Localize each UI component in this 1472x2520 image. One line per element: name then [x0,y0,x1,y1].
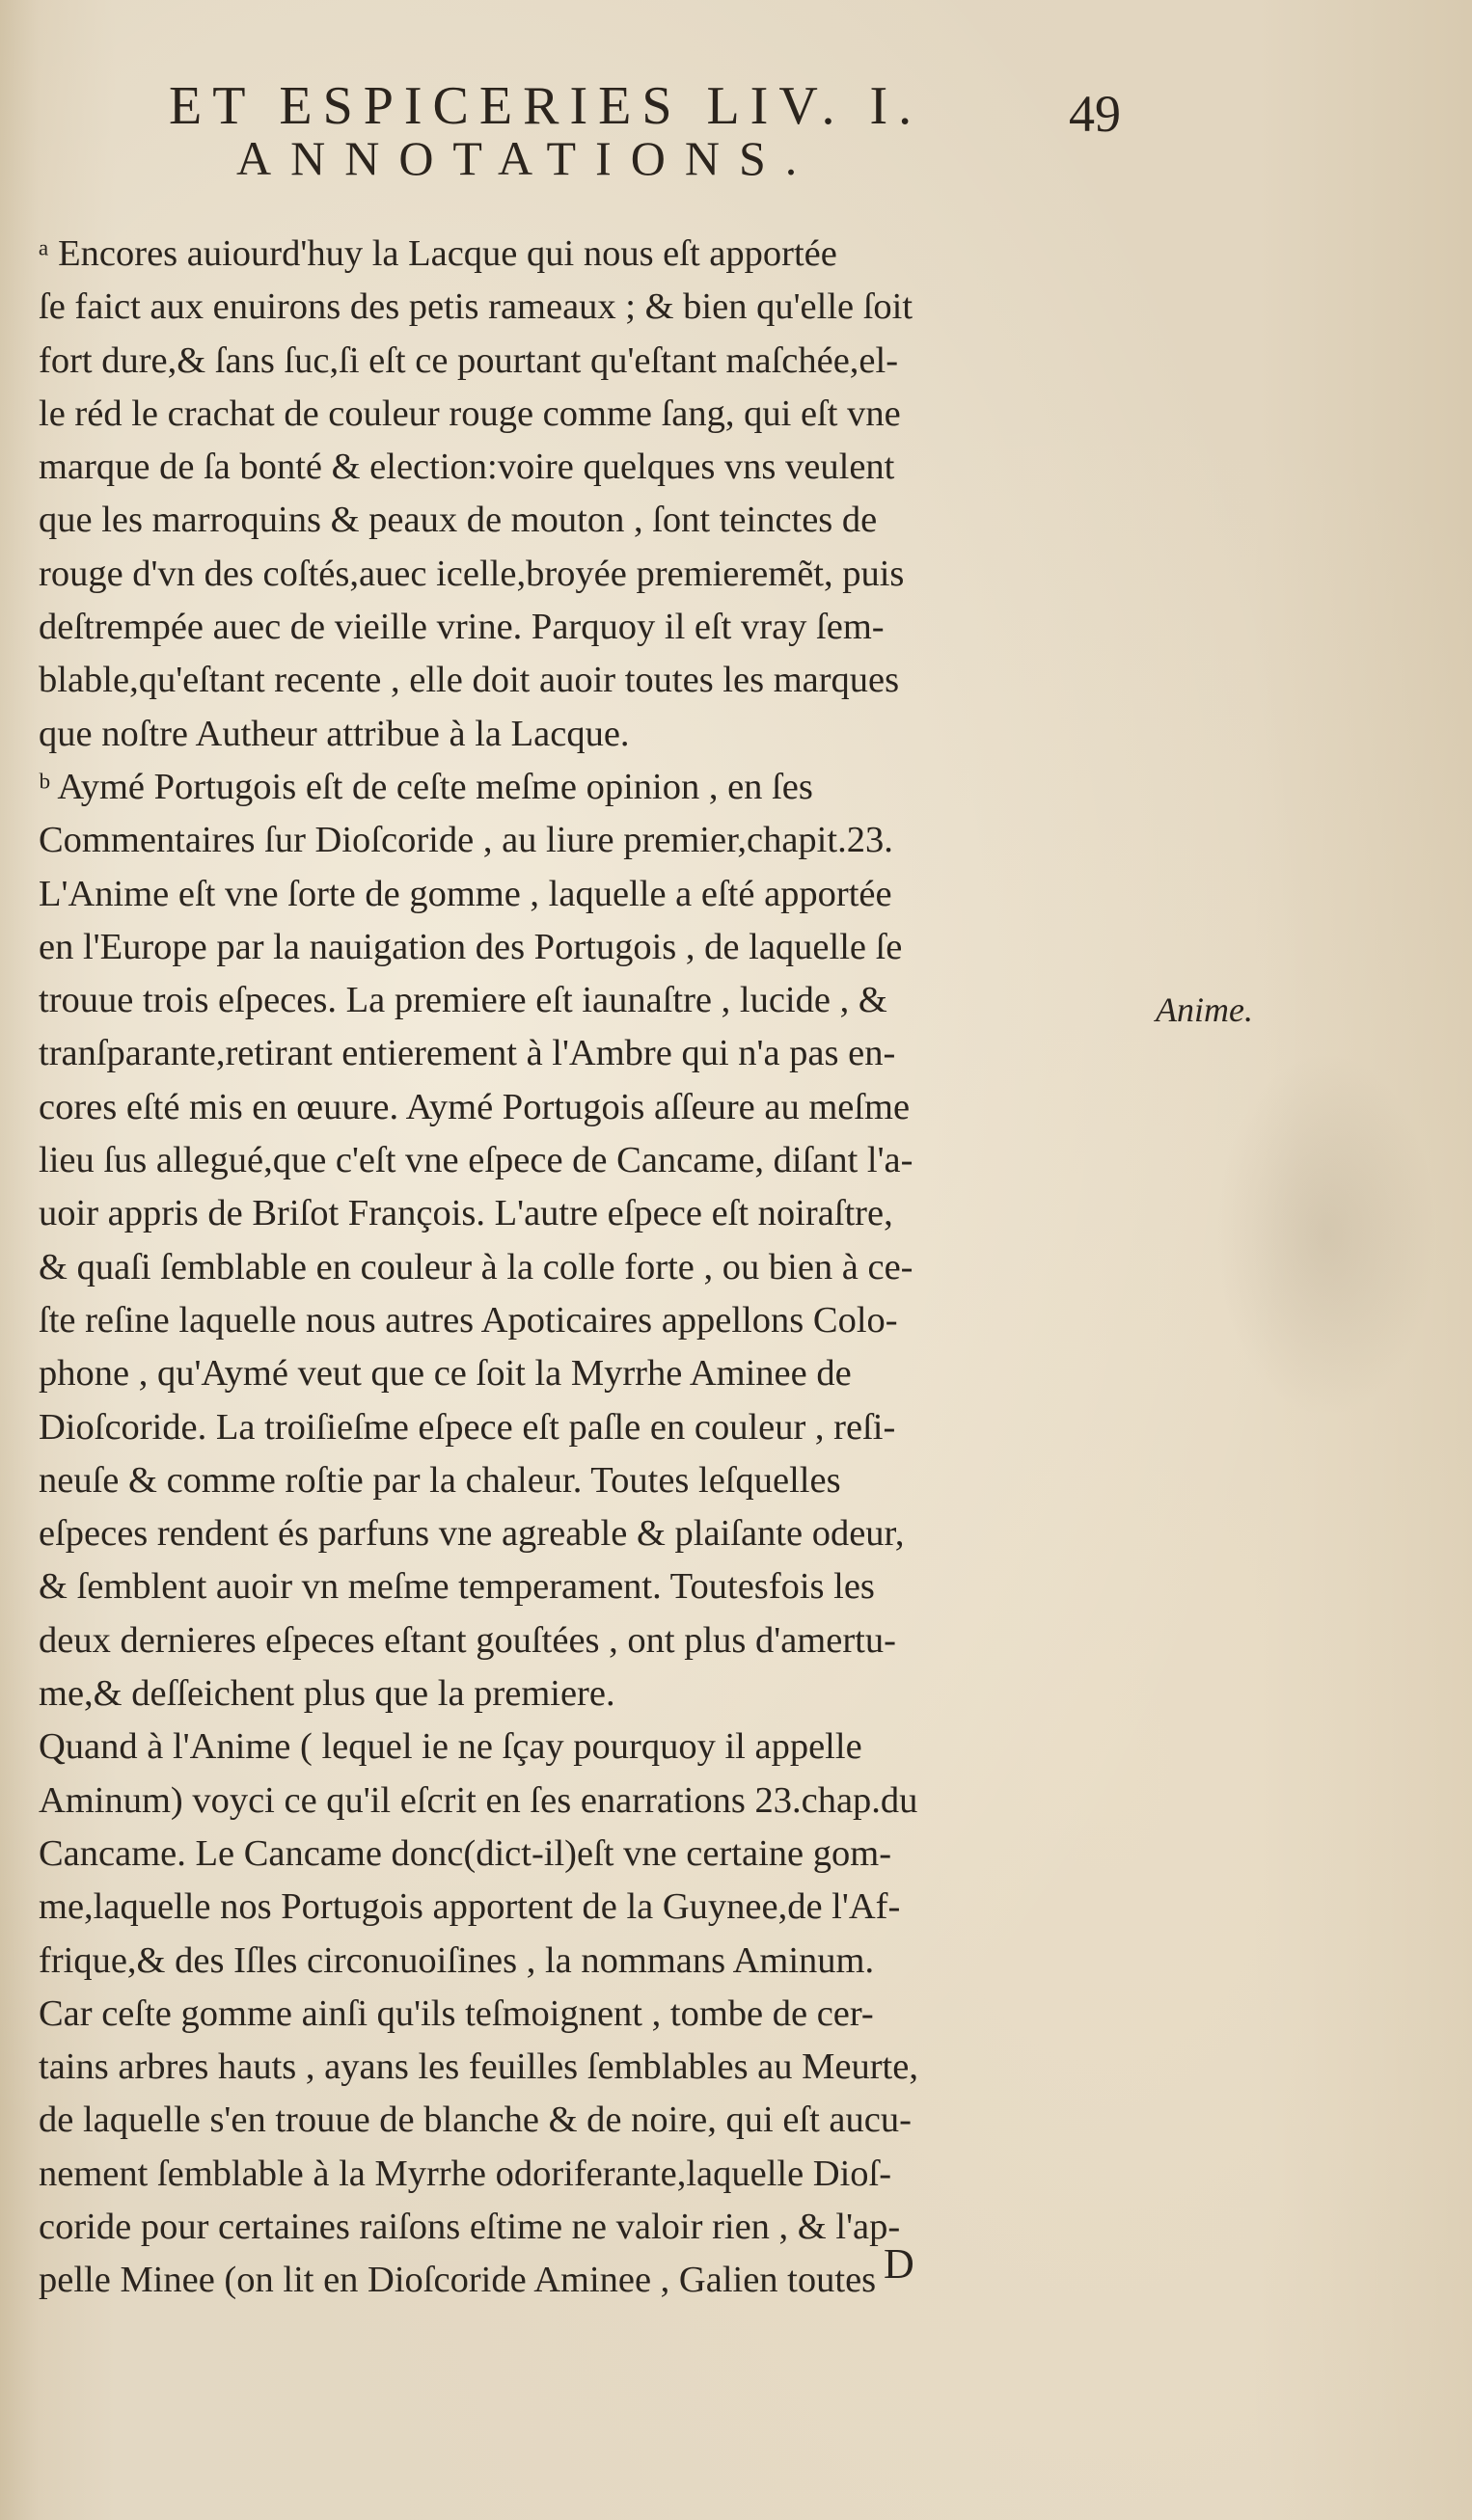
text-line: ᵃ Encores auiourd'huy la Lacque qui nous eſt apportée [39,233,837,274]
text-line: deſtrempée auec de vieille vrine. Parquoy il eſt vray ſem- [39,607,885,648]
text-line: ſe faict aux enuirons des petis rameaux ; & bien qu'elle ſoit [39,286,913,328]
running-title: ET ESPICERIES LIV. I. [169,76,923,136]
text-line: Aminum) voyci ce qu'il eſcrit en ſes enarrations 23.chap.du [39,1779,918,1821]
text-line: Cancame. Le Cancame donc(dict-il)eſt vne certaine gom- [39,1832,892,1874]
text-line: pelle Minee (on lit en Dioſcoride Aminee , Galien toutes [39,2260,877,2301]
text-line: que les marroquins & peaux de mouton , ſont teinctes de [39,500,878,541]
text-line: que noſtre Autheur attribue à la Lacque. [39,713,630,754]
text-line: tains arbres hauts , ayans les feuilles ſemblables au Meurte, [39,2046,918,2088]
text-line: & ſemblent auoir vn meſme temperament. Toutesfois les [39,1566,875,1608]
text-line: le réd le crachat de couleur rouge comme ſang, qui eſt vne [39,393,901,434]
section-title: ANNOTATIONS. [236,131,817,185]
text-line: Car ceſte gomme ainſi qu'ils teſmoignent , tombe de cer- [39,1992,874,2034]
text-line: fort dure,& ſans ſuc,ſi eſt ce pourtant qu'eſtant maſchée,el- [39,339,899,381]
page-number: 49 [1069,85,1121,143]
text-line: frique,& des Iſles circonuoiſines , la nommans Aminum. [39,1939,875,1981]
text-line: phone , qu'Aymé veut que ce ſoit la Myrrhe Aminee de [39,1353,852,1395]
text-line: uoir appris de Briſot François. L'autre eſpece eſt noiraſtre, [39,1193,893,1234]
text-line: blable,qu'eſtant recente , elle doit auoir toutes les marques [39,660,900,701]
text-line: trouue trois eſpeces. La premiere eſt iaunaſtre , lucide , & [39,980,887,1021]
text-line: Quand à l'Anime ( lequel ie ne ſçay pourquoy il appelle [39,1726,862,1768]
text-line: me,& deſſeichent plus que la premiere. [39,1673,615,1715]
text-line: rouge d'vn des coſtés,auec icelle,broyée premieremẽt, puis [39,553,905,594]
margin-note: Anime. [1156,990,1253,1029]
text-line: ſte reſine laquelle nous autres Apoticaires appellons Colo- [39,1299,898,1341]
text-line: tranſparante,retirant entierement à l'Ambre qui n'a pas en- [39,1033,896,1074]
paper-stain [1215,1051,1437,1418]
text-line: eſpeces rendent és parfuns vne agreable & plaiſante odeur, [39,1513,905,1555]
text-line: cores eſté mis en œuure. Aymé Portugois aſſeure au meſme [39,1086,911,1127]
text-line: deux dernieres eſpeces eſtant gouſtées , ont plus d'amertu- [39,1619,896,1661]
annotation-body [39,228,1177,2308]
text-line: Dioſcoride. La troiſieſme eſpece eſt paſle en couleur , reſi- [39,1406,896,1448]
text-line: nement ſemblable à la Myrrhe odoriferante,laquelle Dioſ- [39,2153,892,2194]
text-line: ᵇ Aymé Portugois eſt de ceſte meſme opinion , en ſes [39,766,813,807]
text-line: neuſe & comme roſtie par la chaleur. Toutes leſquelles [39,1459,841,1501]
text-line: Commentaires ſur Dioſcoride , au liure premier,chapit.23. [39,820,893,861]
text-line: & quaſi ſemblable en couleur à la colle forte , ou bien à ce- [39,1246,913,1287]
text-line: L'Anime eſt vne ſorte de gomme , laquelle a eſté apportée [39,873,892,914]
text-line: lieu ſus allegué,que c'eſt vne eſpece de Cancame, diſant l'a- [39,1140,913,1181]
text-line: de laquelle s'en trouue de blanche & de noire, qui eſt aucu- [39,2100,912,2141]
text-line: en l'Europe par la nauigation des Portugois , de laquelle ſe [39,926,903,967]
text-line: me,laquelle nos Portugois apportent de la Guynee,de l'Af- [39,1886,901,1928]
text-line: coride pour certaines raiſons eſtime ne valoir rien , & l'ap- [39,2206,901,2247]
signature-mark: D [884,2240,914,2288]
text-line: marque de ſa bonté & election:voire quelques vns veulent [39,447,895,488]
